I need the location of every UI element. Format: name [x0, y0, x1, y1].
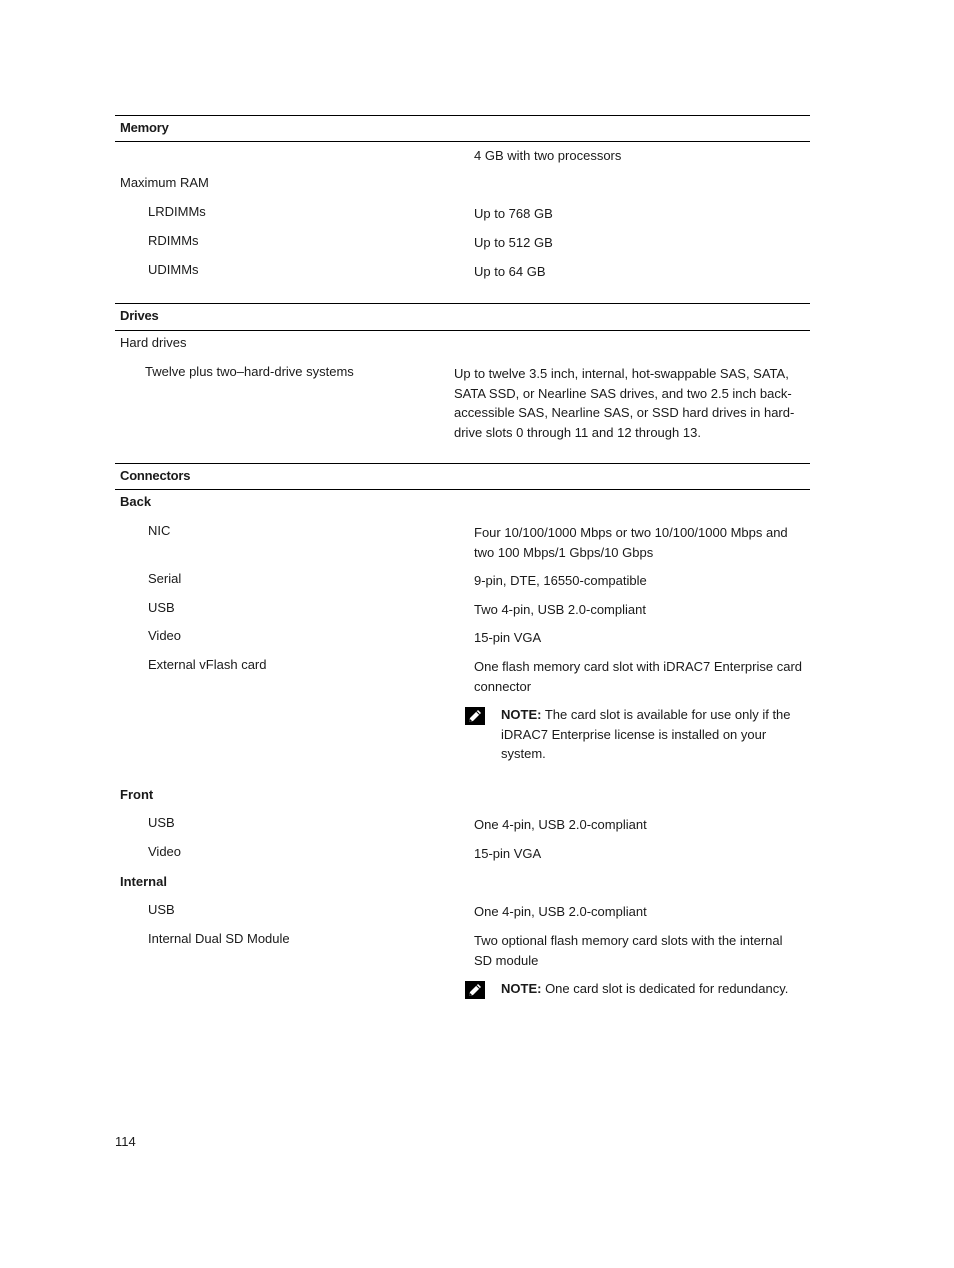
row-label: USB: [148, 600, 175, 615]
memory-row-udimm: [115, 258, 810, 303]
note-text: [501, 705, 801, 764]
subheading-internal-row: [115, 870, 810, 898]
subheading-front: Front: [120, 787, 154, 802]
back-row-video: [115, 624, 810, 653]
note-row-vflash: [115, 701, 810, 783]
back-row-serial: [115, 567, 810, 596]
drives-row: [115, 360, 810, 463]
memory-row-rdimm: [115, 229, 810, 258]
note-body: The card slot is available for use only if the iDRAC7 Enterprise license is installed on your system.: [501, 707, 791, 761]
row-label: USB: [148, 815, 175, 830]
memory-max-label: Maximum RAM: [120, 175, 209, 190]
row-label: Video: [148, 628, 182, 643]
row-value: Up to 64 GB: [474, 264, 546, 279]
row-value: Two optional flash memory card slots with the internal SD module: [474, 933, 783, 968]
note-pencil-icon: [465, 707, 485, 725]
row-label: Video: [148, 844, 182, 859]
row-label: External vFlash card: [148, 657, 267, 672]
memory-max-row: [115, 171, 810, 200]
row-label: Twelve plus two–hard-drive systems: [145, 364, 354, 379]
back-row-nic: [115, 519, 810, 567]
row-label: RDIMMs: [148, 233, 199, 248]
row-label: UDIMMs: [148, 262, 199, 277]
row-label: USB: [148, 902, 175, 917]
section-heading-drives: Drives: [115, 303, 810, 331]
section-heading-connectors: Connectors: [115, 463, 810, 490]
row-value: 15-pin VGA: [474, 630, 542, 645]
row-value: One 4-pin, USB 2.0-compliant: [474, 904, 647, 919]
row-label: Serial: [148, 571, 182, 586]
subheading-back-row: [115, 490, 810, 519]
row-label: Internal Dual SD Module: [148, 931, 290, 946]
back-row-vflash: [115, 653, 810, 701]
row-value: One flash memory card slot with iDRAC7 Enterprise card connector: [474, 659, 803, 694]
subheading-internal: Internal: [120, 874, 167, 889]
drives-sub-row: [115, 331, 810, 360]
row-value: 9-pin, DTE, 16550-compatible: [474, 573, 647, 588]
front-row-usb: [115, 811, 810, 840]
note-label: NOTE:: [501, 981, 542, 996]
subheading-back: Back: [120, 494, 152, 509]
internal-row-usb: [115, 898, 810, 927]
row-value: Up to twelve 3.5 inch, internal, hot-swappable SAS, SATA, SATA SSD, or Nearline SAS drives, and two 2.5 inch back-accessible SAS, Nearline SAS, or SSD hard drives in hard-drive slots 0 through 11 and 12 through 13.: [454, 366, 795, 440]
memory-min-row: [115, 142, 810, 171]
row-value: Up to 512 GB: [474, 235, 553, 250]
drives-sub-label: Hard drives: [120, 335, 187, 350]
page-number: 114: [115, 1134, 136, 1149]
row-value: One 4-pin, USB 2.0-compliant: [474, 817, 647, 832]
subheading-front-row: [115, 783, 810, 811]
memory-row-lrdimm: [115, 200, 810, 229]
memory-min-value: 4 GB with two processors: [474, 148, 622, 163]
note-row-sd: [115, 975, 810, 1005]
row-value: 15-pin VGA: [474, 846, 542, 861]
spec-table: [115, 115, 810, 1005]
back-row-usb: [115, 596, 810, 624]
row-value: Two 4-pin, USB 2.0-compliant: [474, 602, 646, 617]
front-row-video: [115, 840, 810, 870]
row-value: Four 10/100/1000 Mbps or two 10/100/1000 Mbps and two 100 Mbps/1 Gbps/10 Gbps: [474, 525, 788, 560]
row-label: LRDIMMs: [148, 204, 206, 219]
note-text: [501, 979, 801, 999]
note-body: One card slot is dedicated for redundancy.: [541, 981, 789, 996]
row-value: Up to 768 GB: [474, 206, 553, 221]
internal-row-sd-module: [115, 927, 810, 975]
note-label: NOTE:: [501, 707, 542, 722]
row-label: NIC: [148, 523, 171, 538]
note-pencil-icon: [465, 981, 485, 999]
section-heading-memory: Memory: [115, 115, 810, 142]
